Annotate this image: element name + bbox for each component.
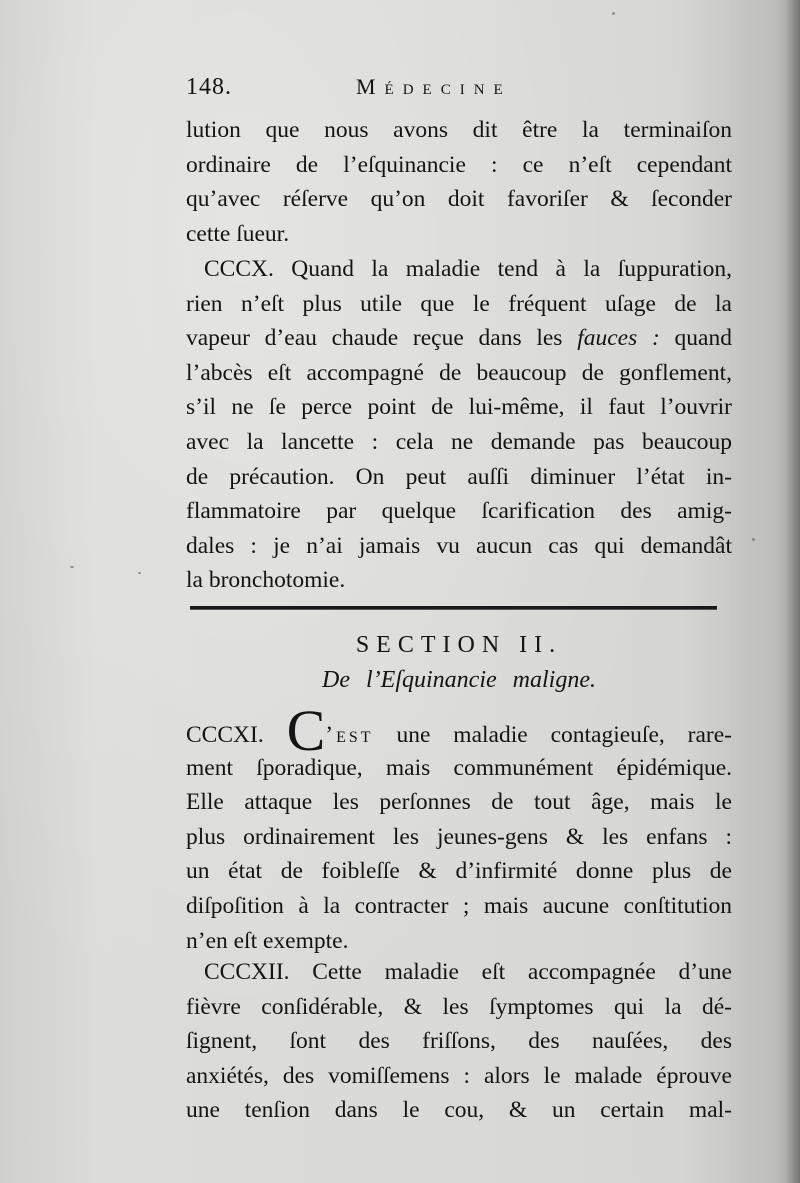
text-line: ordinaire de l’eſquinancie : ce n’eſt cependant <box>186 151 732 178</box>
section-divider <box>190 606 717 610</box>
text-line: n’en eſt exempte. <box>186 927 349 954</box>
paper-speck <box>70 566 74 568</box>
text-run: quand <box>659 325 732 352</box>
text-line: fièvre conſidérable, & les ſymptomes qui la dé- <box>186 993 732 1020</box>
text-line: la bronchotomie. <box>186 567 346 594</box>
text-line: une tenſion dans le cou, & un certain mal- <box>186 1097 732 1124</box>
text-line: de précaution. On peut auſſi diminuer l’état in- <box>186 463 732 490</box>
text-line: cette ſueur. <box>186 220 290 247</box>
text-line: anxiétés, des vomiſſemens : alors le malade éprouve <box>186 1062 732 1089</box>
drop-cap: C <box>286 698 326 763</box>
text-line: CCCXII. Cette maladie eſt accompagnée d’une <box>204 959 732 985</box>
page-edge-shadow <box>786 0 800 1183</box>
text-line <box>186 698 732 763</box>
text-line: ſignent, ſont des friſſons, des nauſées, des <box>186 1028 732 1055</box>
text-line: diſpoſition à la contracter ; mais aucune conſtitution <box>186 892 732 919</box>
text-line: flammatoire par quelque ſcarification des amig- <box>186 498 732 525</box>
paragraph-cccx <box>186 252 732 598</box>
paper-speck <box>612 12 615 15</box>
text-line: dales : je n’ai jamais vu aucun cas qui demandât <box>186 532 732 559</box>
text-line: CCCX. Quand la maladie tend à la ſuppuration, <box>204 256 732 282</box>
page-header <box>186 74 726 104</box>
paper-speck <box>752 538 755 541</box>
section-title: SECTION II. <box>355 632 563 658</box>
paragraph-cccxii <box>186 955 732 1128</box>
paragraph-number: CCCXI. <box>186 722 264 748</box>
page-number: 148. <box>186 74 232 100</box>
text-line: un état de foibleſſe & d’infirmité donne plus de <box>186 858 732 885</box>
text-line: Elle attaque les perſonnes de tout âge, mais le <box>186 789 732 816</box>
small-caps-lead: ’est <box>325 722 374 748</box>
section-subtitle: De l’Eſquinancie maligne. <box>322 667 596 693</box>
paragraph-cccxi <box>186 698 732 958</box>
text-run: une maladie contagieuſe, rare- <box>373 722 732 748</box>
paper-speck <box>138 572 141 574</box>
text-line <box>186 321 732 356</box>
text-line: plus ordinairement les jeunes-gens & les enfans : <box>186 823 732 850</box>
text-line: rien n’eſt plus utile que le fréquent uſage de la <box>186 290 732 317</box>
text-line: s’il ne ſe perce point de lui-même, il faut l’ouvrir <box>186 394 732 421</box>
text-line: ment ſporadique, mais communément épidémique. <box>186 754 732 781</box>
running-head: Médecine <box>356 74 512 99</box>
italic-term: fauces : <box>577 325 660 352</box>
text-line: l’abcès eſt accompagné de beaucoup de gonflement, <box>186 359 732 386</box>
text-line: avec la lancette : cela ne demande pas beaucoup <box>186 428 732 455</box>
text-line: qu’avec réſerve qu’on doit favoriſer & ſeconder <box>186 186 732 213</box>
text-run: vapeur d’eau chaude reçue dans les <box>186 325 578 352</box>
text-line: lution que nous avons dit être la terminaiſon <box>186 117 732 143</box>
paragraph-continuation <box>186 113 732 251</box>
